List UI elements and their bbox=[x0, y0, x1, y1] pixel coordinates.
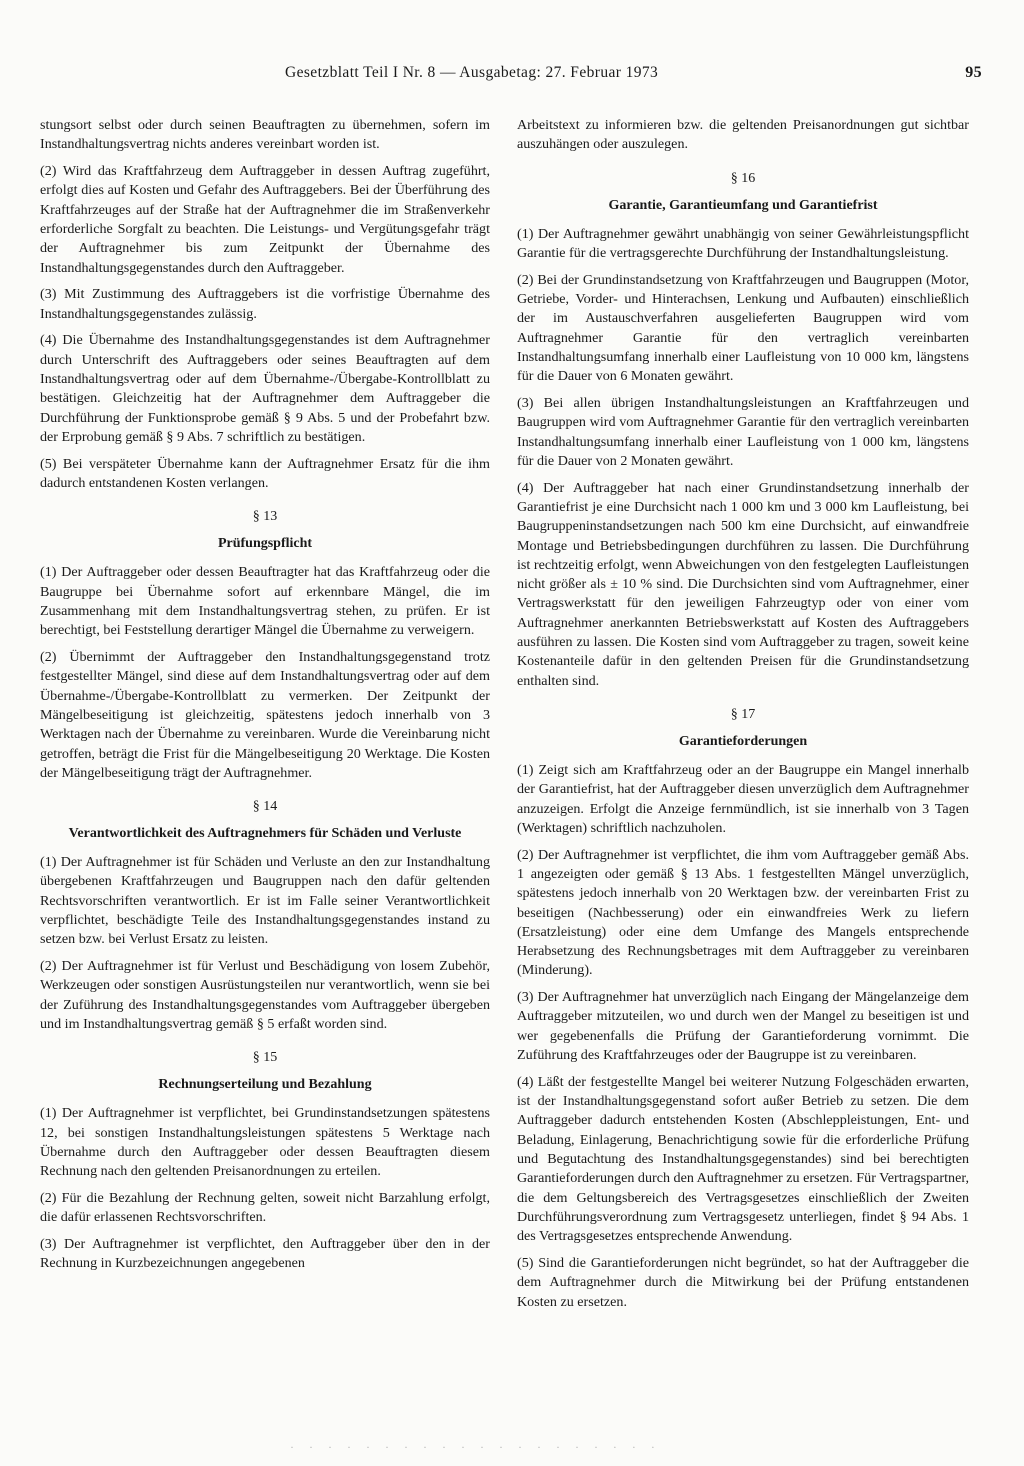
section-number: § 15 bbox=[252, 1050, 278, 1066]
paragraph: (3) Der Auftragnehmer ist verpflichtet, den Auftraggeber über den in der Rechnung in Kurzbezeichnungen angegebenen bbox=[40, 1236, 490, 1272]
section-number: § 16 bbox=[730, 170, 756, 186]
section-number: § 17 bbox=[730, 706, 756, 722]
paragraph: (1) Der Auftragnehmer ist für Schäden und Verluste an den zur Instandhaltung übergebenen Kraftfahrzeugen und Baugruppen nach den dafür geltenden Rechtsvorschriften verantwortlich. Er ist im Falle seiner Verantwortlichkeit verpflichtet, beschädigte Teile des Instandhaltungsgegenstandes instand zu setzen bzw. bei Verlust Ersatz zu leisten. bbox=[40, 854, 490, 948]
paragraph: (3) Mit Zustimmung des Auftraggebers ist die vorfristige Übernahme des Instandhaltungsgegenstandes zulässig. bbox=[40, 286, 490, 322]
page-number: 95 bbox=[965, 64, 982, 81]
paragraph: (2) Der Auftragnehmer ist für Verlust und Beschädigung von losem Zubehör, Werkzeugen oder sonstigen Ausrüstungsteilen nur verantwortlich, wenn sie bei der Zuführung des Instandhaltungsgegenstandes vom Auftraggeber übergeben und im Instandhaltungsvertrag gemäß § 5 erfaßt worden sind. bbox=[40, 958, 490, 1032]
paragraph: (2) Für die Bezahlung der Rechnung gelten, soweit nicht Barzahlung erfolgt, die dafür erlassenen Rechtsvorschriften. bbox=[40, 1189, 490, 1226]
paragraph: (3) Bei allen übrigen Instandhaltungsleistungen an Kraftfahrzeugen und Baugruppen wird vom Auftragnehmer Garantie für den vertraglich vereinbarten Instandhaltungsumfang innerhalb einer Laufleistung von 1 000 km, längstens für die Dauer von 2 Monaten gewährt. bbox=[517, 394, 969, 469]
paragraph: (5) Sind die Garantieforderungen nicht begründet, so hat der Auftraggeber die dem Auftragnehmer durch die Mitwirkung bei der Prüfung entstandenen Kosten zu ersetzen. bbox=[517, 1255, 969, 1310]
section-title: Garantie, Garantieumfang und Garantiefrist bbox=[608, 197, 878, 213]
paragraph: (2) Übernimmt der Auftraggeber den Instandhaltungsgegenstand trotz festgestellter Mängel, sind diese auf dem Instandhaltungsvertrag oder auf dem Übernahme-/Übergabe-Kontrollblatt zu vermerken. Der Zeitpunkt der Mängelbeseitigung ist gleichzeitig, spätestens jedoch innerhalb von 3 Werktagen nach der Übernahme zu vereinbaren. Wurde die Vereinbarung nicht getroffen, beträgt die Frist für die Mängelbeseitigung 20 Werktage. Die Kosten der Mängelbeseitigung trägt der Auftragnehmer. bbox=[40, 649, 490, 781]
paragraph: (5) Bei verspäteter Übernahme kann der Auftragnehmer Ersatz für die ihm dadurch entstandenen Kosten verlangen. bbox=[40, 455, 490, 492]
page-header bbox=[40, 64, 982, 86]
section-number: § 14 bbox=[252, 799, 278, 815]
paragraph: (4) Läßt der festgestellte Mangel bei weiterer Nutzung Folgeschäden erwarten, ist der Instandhaltungsgegenstand sofort außer Betrieb zu setzen. Die dem Auftraggeber dadurch entstehenden Kosten (Abschleppleistungen, Ent- und Beladung, Einlagerung, Benachrichtigung sowie für die erforderliche Prüfung und Begutachtung des Instandhaltungsgegenstandes) sind bei berechtigten Garantieforderungen durch den Auftragnehmer zu ersetzen. Für Vertragspartner, die dem Geltungsbereich des Vertragsgesetzes einschließlich der Zweiten Durchführungsverordnung zum Vertragsgesetz unterliegen, findet § 94 Abs. 1 des Vertragsgesetzes entsprechende Anwendung. bbox=[517, 1073, 969, 1245]
paragraph: Arbeitstext zu informieren bzw. die geltenden Preisanordnungen gut sichtbar auszuhängen oder auszulegen. bbox=[517, 117, 969, 153]
paragraph: (1) Der Auftragnehmer ist verpflichtet, bei Grundinstandsetzungen spätestens 12, bei sonstigen Instandhaltungsleistungen spätestens 5 Werktage nach Übernahme durch den Auftraggeber oder dessen Beauftragten diesem Rechnung nach den geltenden Preisanordnungen zu erteilen. bbox=[40, 1105, 490, 1180]
paragraph: (1) Zeigt sich am Kraftfahrzeug oder an der Baugruppe ein Mangel innerhalb der Garantiefrist, hat der Auftraggeber diesen unverzüglich dem Auftragnehmer anzuzeigen. Erfolgt die Anzeige fernmündlich, ist sie innerhalb von 3 Tagen (Werktagen) schriftlich nachzuholen. bbox=[517, 761, 969, 836]
section-title: Garantieforderungen bbox=[678, 733, 808, 749]
left-column bbox=[40, 116, 490, 1281]
scan-artifact: · · · · · · · · · · · · · · · · · · · · bbox=[290, 1440, 661, 1452]
header-title: Gesetzblatt Teil I Nr. 8 — Ausgabetag: 27. Februar 1973 bbox=[285, 64, 659, 81]
paragraph: (3) Der Auftragnehmer hat unverzüglich nach Eingang der Mängelanzeige dem Auftraggeber mitzuteilen, wo und durch wen der Mangel zu beseitigen ist und wer gegebenenfalls die Prüfung der Garantieforderung vornimmt. Die Zuführung des Kraftfahrzeuges oder der Baugruppe ist zu vereinbaren. bbox=[517, 989, 969, 1064]
section-title: Verantwortlichkeit des Auftragnehmers für Schäden und Verluste bbox=[68, 826, 462, 842]
paragraph: (2) Wird das Kraftfahrzeug dem Auftraggeber in dessen Auftrag zugeführt, erfolgt dies auf Kosten und Gefahr des Auftraggebers. Bei der Überführung des Kraftfahrzeuges auf der Straße hat der Auftragnehmer die im Straßenverkehr erforderliche Sorgfalt zu beachten. Die Leistungs- und Vergütungsgefahr trägt der Auftragnehmer bis zum Zeitpunkt der Übernahme des Instandhaltungsgegenstandes durch den Auftraggeber. bbox=[40, 163, 490, 276]
section-number: § 13 bbox=[252, 509, 278, 525]
section-title: Rechnungserteilung und Bezahlung bbox=[158, 1077, 372, 1093]
paragraph: (1) Der Auftraggeber oder dessen Beauftragter hat das Kraftfahrzeug oder die Baugruppe bei Übernahme sofort auf erkennbare Mängel, die im Zusammenhang mit dem Instandhaltungsvertrag stehen, zu prüfen. Er ist berechtigt, bei Feststellung derartiger Mängel die Übernahme zu verweigern. bbox=[40, 564, 490, 639]
paragraph: stungsort selbst oder durch seinen Beauftragten zu übernehmen, sofern im Instandhaltungsvertrag nichts anderes vereinbart worden ist. bbox=[40, 117, 490, 153]
paragraph: (2) Der Auftragnehmer ist verpflichtet, die ihm vom Auftraggeber gemäß Abs. 1 angezeigten oder gemäß § 13 Abs. 1 festgestellten Mängel unverzüglich, spätestens jedoch innerhalb von 20 Werktagen bzw. der vereinbarten Frist zu beseitigen (Nachbesserung) oder ein einwandfreies Werk zu liefern (Ersatzleistung) oder eine dem Umfange des Mangels entsprechende Herabsetzung des Rechnungsbetrages mit dem Auftraggeber zu vereinbaren (Minderung). bbox=[517, 846, 969, 979]
paragraph: (4) Der Auftraggeber hat nach einer Grundinstandsetzung innerhalb der Garantiefrist je eine Durchsicht nach 1 000 km und 3 000 km Laufleistung, bei Baugruppeninstandsetzungen nach 500 km eine Durchsicht, auf einwandfreie Montage und Betriebsbedingungen durchführen zu lassen. Die Durchführung ist rechtzeitig erfolgt, wenn Abweichungen von den festgelegten Laufleistungen nicht größer als ± 10 % sind. Die Durchsichten sind vom Auftragnehmer, einer Vertragswerkstatt für den jeweiligen Fahrzeugtyp oder von einer vom Auftragnehmer anerkannten Betriebswerkstatt auf Kosten des Auftraggebers ausführen zu lassen. Die Kosten sind vom Auftraggeber zu tragen, soweit keine Kostenanteile dafür in den geltenden Preisen für die Grundinstandsetzung enthalten sind. bbox=[517, 479, 969, 689]
paragraph: (1) Der Auftragnehmer gewährt unabhängig von seiner Gewährleistungspflicht Garantie für die vertragsgerechte Durchführung der Instandhaltungsleistung. bbox=[517, 225, 969, 261]
right-column bbox=[517, 116, 969, 1319]
section-title: Prüfungspflicht bbox=[217, 536, 313, 552]
paragraph: (2) Bei der Grundinstandsetzung von Kraftfahrzeugen und Baugruppen (Motor, Getriebe, Vorder- und Hinterachsen, Lenkung und Aufbauten) einschließlich der im Austauschverfahren ausgelieferten Baugruppen wird vom Auftragnehmer Garantie für den vertraglich vereinbarten Instandhaltungsumfang innerhalb einer Laufleistung von 10 000 km, längstens für die Dauer von 6 Monaten gewährt. bbox=[517, 271, 969, 385]
paragraph: (4) Die Übernahme des Instandhaltungsgegenstandes ist dem Auftragnehmer durch Unterschrift des Auftraggebers oder seines Beauftragten auf dem Instandhaltungsvertrag oder auf dem Übernahme-/Übergabe-Kontrollblatt zu bestätigen. Gleichzeitig hat der Auftragnehmer dem Auftraggeber die Durchführung der Funktionsprobe gemäß § 9 Abs. 5 und der Probefahrt bzw. der Erprobung gemäß § 9 Abs. 7 schriftlich zu bestätigen. bbox=[40, 332, 490, 445]
